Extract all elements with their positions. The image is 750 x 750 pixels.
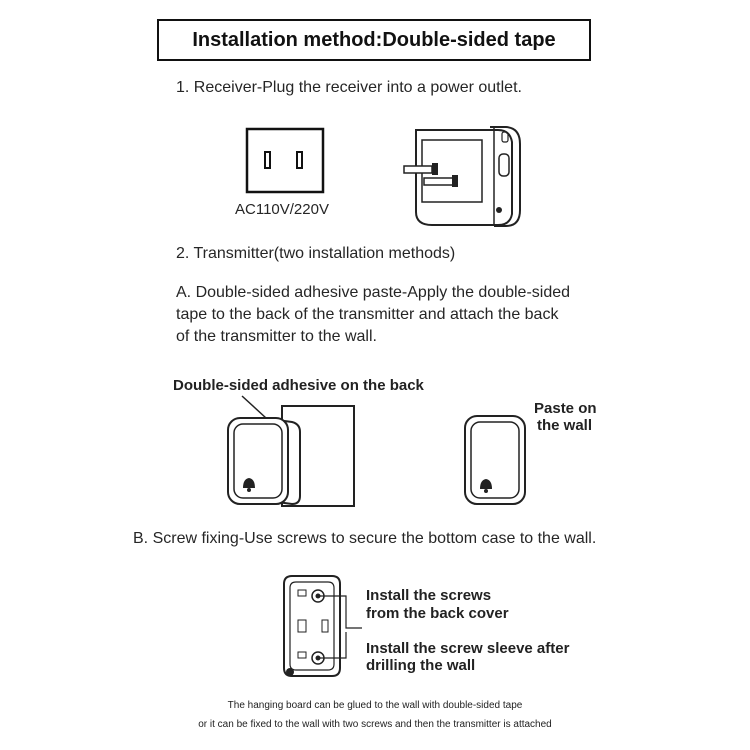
- methodA-line2: tape to the back of the transmitter and attach the back: [176, 306, 559, 323]
- sleeve-label-line2: drilling the wall: [366, 657, 476, 674]
- transmitter-wall-icon: [222, 396, 362, 516]
- power-outlet-icon: [246, 128, 326, 194]
- screws-label-line2: from the back cover: [366, 605, 509, 622]
- page-title: Installation method:Double-sided tape: [157, 19, 591, 61]
- footnote-line2: or it can be fixed to the wall with two screws and then the transmitter is attached: [198, 719, 552, 730]
- sleeve-label-line1: Install the screw sleeve after: [366, 640, 570, 657]
- footnote-line1: The hanging board can be glued to the wall with double-sided tape: [227, 700, 523, 711]
- hanging-board-icon: [278, 572, 370, 682]
- step2-text: 2. Transmitter(two installation methods): [176, 245, 456, 262]
- methodB-text: B. Screw fixing-Use screws to secure the bottom case to the wall.: [133, 530, 597, 547]
- adhesive-label: Double-sided adhesive on the back: [173, 377, 424, 394]
- step1-text: 1. Receiver-Plug the receiver into a power outlet.: [176, 79, 522, 96]
- receiver-plug-icon: [402, 122, 522, 228]
- paste-label-line2: the wall: [537, 417, 593, 434]
- methodA-line1: A. Double-sided adhesive paste-Apply the double-sided: [176, 284, 571, 301]
- paste-label-line1: Paste on: [534, 400, 597, 417]
- outlet-label: AC110V/220V: [235, 201, 329, 218]
- methodA-line3: of the transmitter to the wall.: [176, 328, 377, 345]
- screws-label-line1: Install the screws: [366, 587, 492, 604]
- transmitter-pasted-icon: [462, 413, 532, 509]
